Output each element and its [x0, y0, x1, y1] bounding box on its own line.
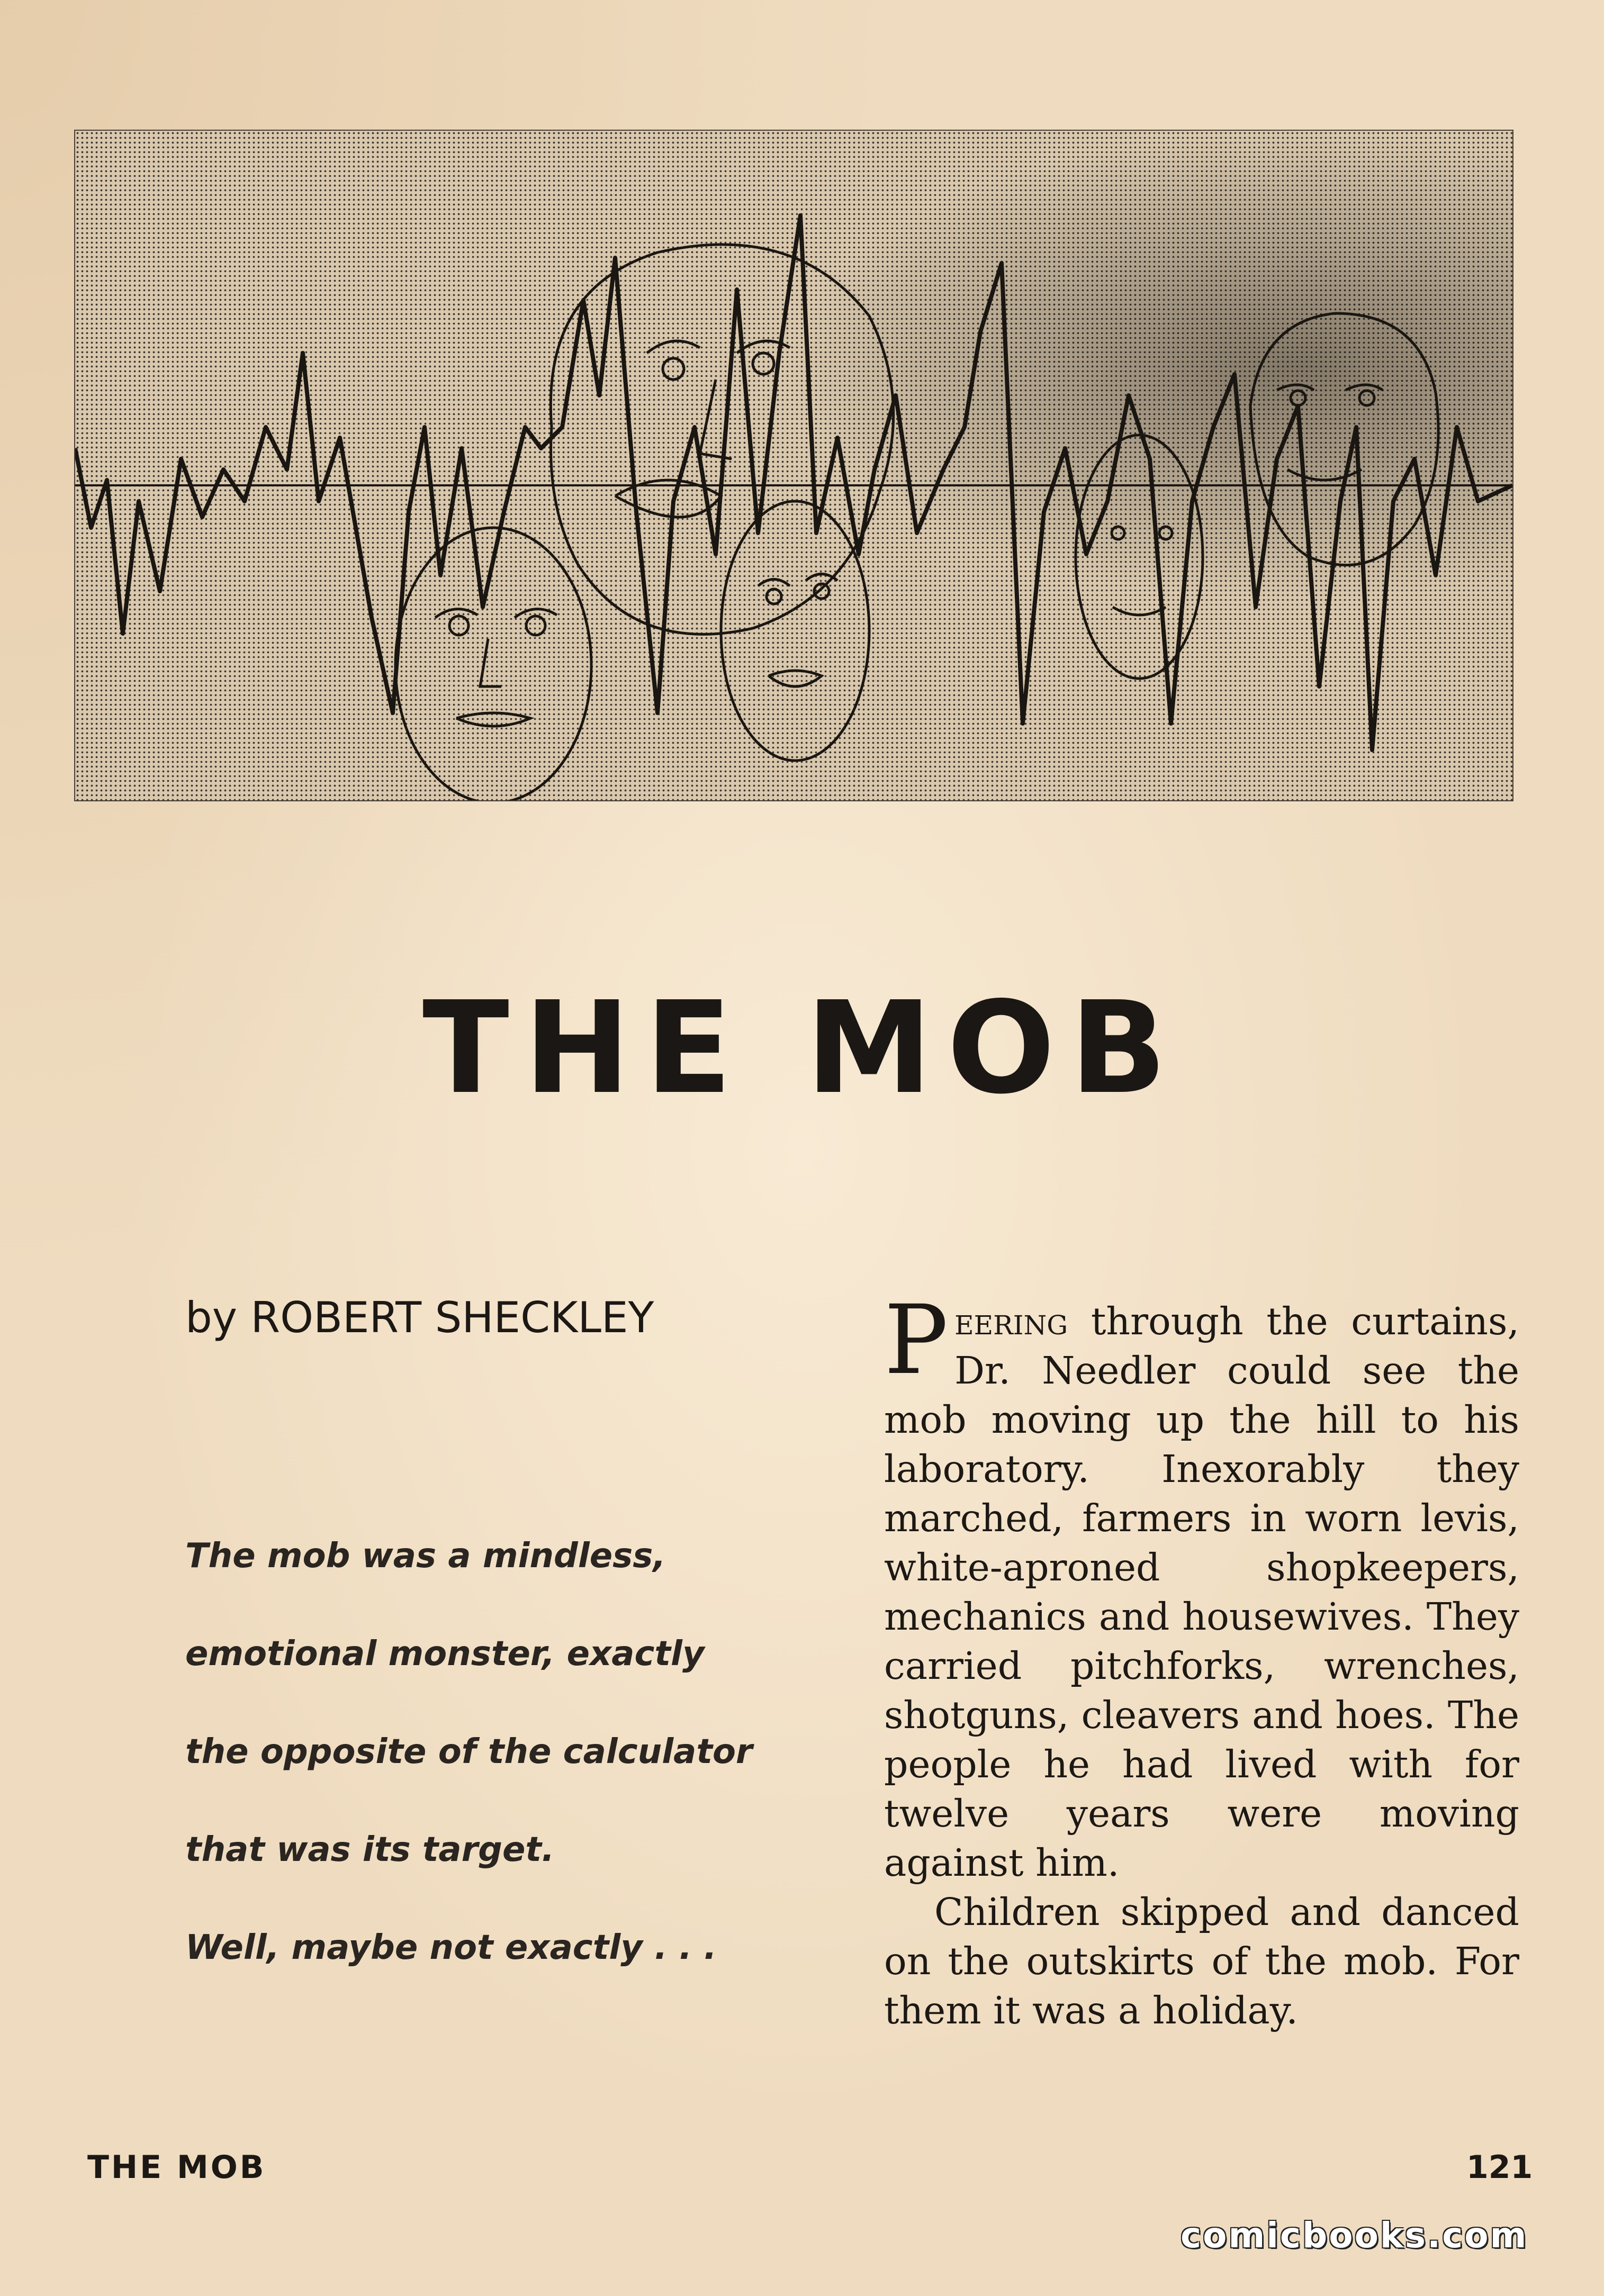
mob-faces-waveform-illustration	[75, 131, 1512, 800]
drop-cap: P	[884, 1285, 949, 1396]
blurb-line: The mob was a mindless,	[185, 1536, 666, 1576]
blurb-line: Well, maybe not exactly . . .	[185, 1928, 717, 1967]
shading	[75, 131, 1512, 800]
running-title: THE MOB	[87, 2149, 266, 2186]
header-illustration	[74, 130, 1513, 801]
blurb-line: the opposite of the calculator	[185, 1732, 753, 1771]
story-body	[884, 1285, 1519, 2035]
paragraph-1	[884, 1285, 1519, 1887]
lead-in: eering	[954, 1299, 1068, 1343]
story-blurb	[185, 1535, 873, 2024]
site-watermark: comicbooks.com	[1181, 2215, 1528, 2256]
blurb-line: emotional monster, exactly	[185, 1634, 705, 1674]
paragraph-1-text: through the curtains, Dr. Needler could see the mob moving up the hill to his laboratory. Inexorably they marched, farmers in worn levis, white-aproned shopkeepers, mechanics and housewives. They carried pitchforks, wrenches, shotguns, cleavers and hoes. The people he had lived with for twelve years were moving against him.	[884, 1299, 1519, 1885]
paragraph-2: Children skipped and danced on the outskirts of the mob. For them it was a holiday.	[884, 1890, 1519, 2032]
blurb-line: that was its target.	[185, 1830, 555, 1869]
page-number: 121	[1466, 2149, 1533, 2186]
author-byline: by ROBERT SHECKLEY	[185, 1293, 654, 1342]
story-title: THE MOB	[422, 974, 1182, 1122]
